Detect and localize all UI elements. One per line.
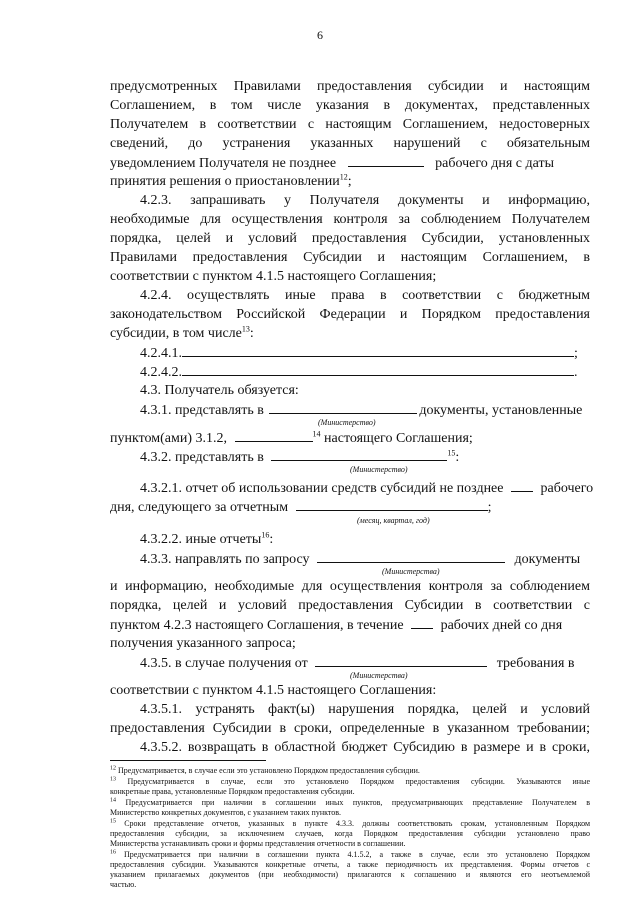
text-fragment: 4.3.2. представлять в [140,450,264,465]
text-line: соответствии с пунктом 4.1.5 настоящего Соглашения: [110,683,437,698]
text-fragment: рабочего дня с даты [435,156,555,171]
footnote-text: Предусматривается при наличии в соглашении пункта 4.1.5.2, а также в случае, если это установлено Порядком [123,850,590,859]
text-line [140,363,590,382]
footnote-13-cont: конкретные права, установленные Порядком предоставления субсидии. [110,787,355,796]
text-fragment: 4.3.2.2. иные отчеты [140,532,262,547]
text-fragment: 4.3.1. представлять в [140,403,264,418]
text-fragment: пунктом 4.2.3 настоящего Соглашения, в течение [110,618,404,633]
footnote-text: Предусматривается, в случае если это установлено Порядком предоставления субсидии. [118,766,420,775]
text-line: 4.3.5.1. устранять факт(ы) нарушения порядка, целей и условий [140,702,590,717]
text-line [140,344,590,363]
text-fragment: . [574,365,578,380]
blank-field [317,550,505,563]
footnote-ref: 12 [339,172,348,182]
text-fragment: пунктом(ами) 3.1.2, [110,431,228,446]
footnote-text: Предусматривается при наличии в соглашении иных пунктов, предусматривающих представление Получателем в [125,798,590,807]
text-line: 4.2.3. запрашивать у Получателя документы и информацию, [140,193,590,208]
text-line: Получателем в соответствии с настоящим Соглашением, недостоверных [110,117,590,132]
text-line [110,325,590,343]
footnote-text: Сроки представление отчетов, указанных в пункте 4.3.3. должны соответствовать срокам, установленным Порядком [124,819,591,828]
text-line [110,616,590,635]
blank-field [296,498,488,511]
text-fragment: рабочих дней со дня [440,618,563,633]
text-line [140,479,594,498]
text-line: 4.3.5.2. возвращать в областной бюджет Субсидию в размере и в сроки, [140,740,590,755]
text-line [140,531,590,549]
footnote-16 [110,850,590,860]
field-caption: (Министерство) [318,418,376,427]
footnote-ref: 13 [241,324,250,334]
text-line [110,173,590,191]
footnote-13 [110,777,590,787]
text-fragment: документы, установленные [419,403,583,418]
text-fragment: ; [574,346,578,361]
footnote-16-cont: предоставления субсидии. Указываются конкретные отчеты, а также периодичность их представления. Формы отчетов с [110,860,590,869]
footnote-ref: 16 [261,530,270,540]
text-fragment: принятия решения о приостановлении [110,174,340,189]
text-line: Соглашением, в том числе указания в документах, представленных [110,98,590,113]
footnote-16-cont: указанием прилагаемых документов (при необходимости) прилагаются к соглашению и являются его неотъемлемой [110,870,590,879]
field-caption: (Министерство) [350,465,408,474]
text-line: порядка, целей и условий предоставления Субсидии в соответствии с [110,598,590,613]
text-fragment: : [269,532,274,547]
text-line: необходимые для осуществления контроля за соблюдением Получателем [110,212,590,227]
footnote-number: 12 [110,765,116,772]
text-line [140,550,590,569]
text-line [110,498,590,517]
page-number: 6 [317,28,323,42]
text-fragment: ; [487,500,492,515]
text-line: порядка, целей и условий предоставления Субсидии, установленных [110,231,590,246]
text-fragment: документы [514,552,581,567]
footnote-15 [110,819,590,829]
text-line: и информацию, необходимые для осуществления контроля за соблюдением [110,579,590,594]
footnote-16-cont: частью. [110,880,137,889]
text-fragment: ; [347,174,352,189]
text-fragment: настоящего Соглашения; [324,431,473,446]
text-fragment: 4.2.4.2. [140,365,182,380]
footnote-number: 14 [110,797,116,804]
footnote-15-cont: Министерства устанавливать сроки и формы представления отчетности в соглашении. [110,839,406,848]
footnote-number: 16 [110,849,116,856]
text-line: соответствии с пунктом 4.1.5 настоящего Соглашения; [110,269,437,284]
field-caption: (Министерства) [350,671,408,680]
blank-field [348,154,424,167]
blank-field [315,654,487,667]
text-fragment: субсидии, в том числе [110,326,242,341]
blank-field [235,429,313,442]
blank-field [411,616,433,629]
footnote-ref: 14 [312,429,321,439]
text-fragment: : [455,450,460,465]
text-fragment: 4.3.3. направлять по запросу [140,552,310,567]
footnote-separator [110,760,266,761]
blank-field [269,401,417,414]
footnote-text: Предусматривается в случае, если это установлено Порядком предоставления субсидии. Указываются иные [127,777,591,786]
text-fragment: 4.3.5. в случае получения от [140,656,308,671]
text-line: 4.2.4. осуществлять иные права в соответствии с бюджетным [140,288,590,303]
text-fragment: рабочего [540,481,594,496]
text-line: сведений, до устранения указанных нарушений с обязательным [110,136,590,151]
text-line: предусмотренных Правилами предоставления субсидии и настоящим [110,79,590,94]
text-line: Правилами предоставления Субсидии и настоящим Соглашением, в [110,250,590,265]
text-fragment: требования в [496,656,575,671]
text-line: 4.3. Получатель обязуется: [140,383,299,398]
text-fragment: дня, следующего за отчетным [110,500,289,515]
text-fragment: : [249,326,254,341]
text-line [110,154,590,173]
blank-field [271,448,447,461]
field-caption: (Министерства) [382,567,440,576]
footnote-15-cont: предоставления субсидии, за исключением случаев, когда Порядком предоставления субсидии установлено право [110,829,590,838]
text-fragment: 4.2.4.1. [140,346,182,361]
footnote-12 [110,766,590,776]
text-line: предоставления Субсидии в сроки, определенные в указанном требовании; [110,721,590,736]
field-caption: (месяц, квартал, год) [357,516,430,525]
footnote-ref: 15 [447,448,456,458]
text-fragment: 4.3.2.1. отчет об использовании средств субсидий не позднее [140,481,504,496]
text-line: получения указанного запроса; [110,636,296,651]
footnote-number: 15 [110,818,116,825]
footnote-number: 13 [110,776,116,783]
footnote-14 [110,798,590,808]
text-line [110,429,590,448]
footnote-14-cont: Министерство конкретных документов, с указанием таких пунктов. [110,808,342,817]
text-fragment: уведомлением Получателя не позднее [110,156,337,171]
blank-field [182,344,574,357]
blank-field [182,363,574,376]
text-line: законодательством Российской Федерации и Порядком предоставления [110,307,590,322]
blank-field [511,479,533,492]
